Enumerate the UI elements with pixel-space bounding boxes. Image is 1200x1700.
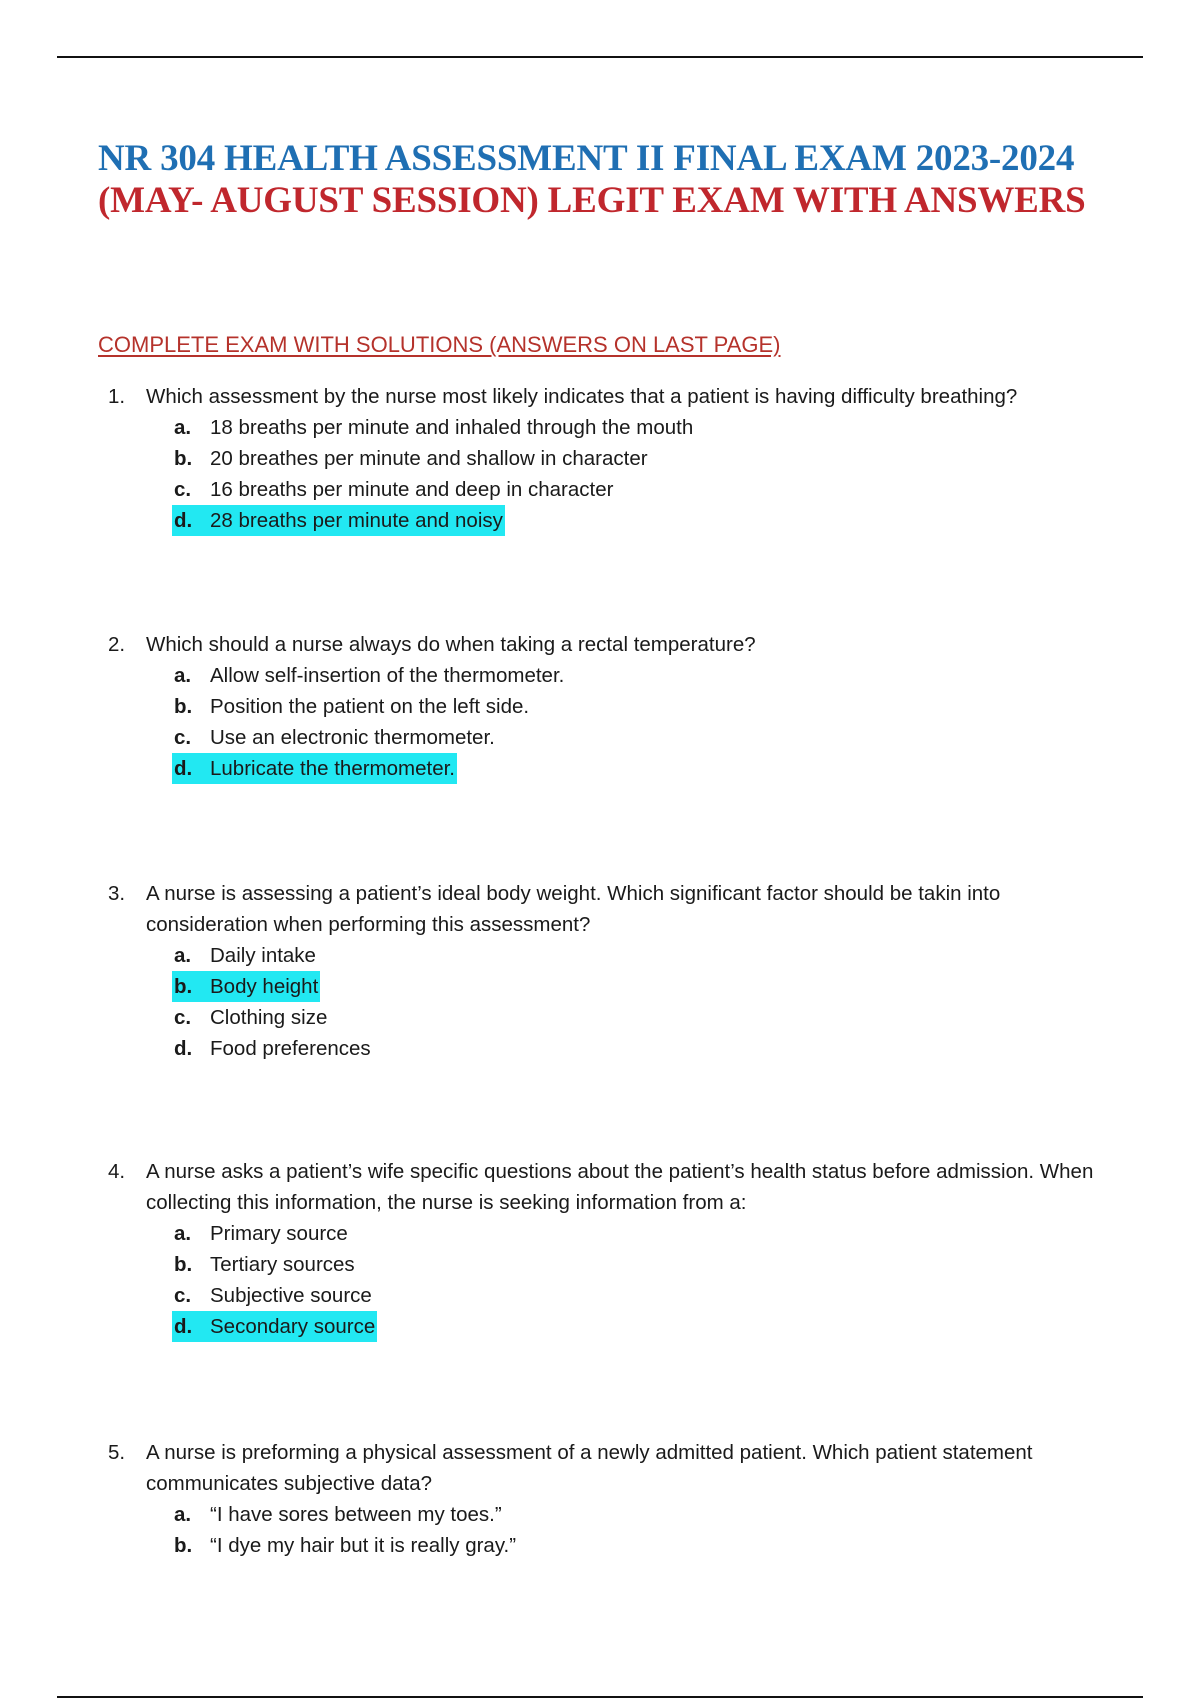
option-content xyxy=(172,1311,377,1342)
option-content xyxy=(172,474,615,505)
option-letter: a. xyxy=(174,1222,192,1245)
option-content xyxy=(172,753,457,784)
question-text: A nurse is assessing a patient’s ideal body weight. Which significant factor should be takin into consideration when performing this assessment? xyxy=(146,882,1001,936)
answer-option xyxy=(172,1249,1118,1280)
option-letter: b. xyxy=(174,695,193,718)
option-letter: d. xyxy=(174,757,193,780)
answer-option xyxy=(172,940,1118,971)
option-content xyxy=(172,691,531,722)
option-text: 20 breathes per minute and shallow in character xyxy=(210,447,648,470)
option-text: 16 breaths per minute and deep in character xyxy=(210,478,614,501)
question-1 xyxy=(108,381,1118,536)
option-content xyxy=(172,660,566,691)
option-text: Position the patient on the left side. xyxy=(210,695,530,718)
option-content xyxy=(172,1033,373,1064)
option-letter: b. xyxy=(174,1534,193,1557)
option-text: Secondary source xyxy=(210,1315,376,1338)
option-content xyxy=(172,722,497,753)
question-stem xyxy=(108,381,1118,412)
option-letter: b. xyxy=(174,447,193,470)
option-text: Primary source xyxy=(210,1222,348,1245)
option-content xyxy=(172,1530,518,1561)
answer-option-highlighted xyxy=(172,971,1118,1002)
top-rule xyxy=(57,56,1143,58)
option-content xyxy=(172,1218,350,1249)
question-text: Which should a nurse always do when taking a rectal temperature? xyxy=(146,633,756,656)
option-letter: d. xyxy=(174,509,193,532)
answer-option-highlighted xyxy=(172,753,1118,784)
answer-option xyxy=(172,443,1118,474)
answer-option xyxy=(172,1002,1118,1033)
answer-option xyxy=(172,1033,1118,1064)
title-line-1: NR 304 HEALTH ASSESSMENT II FINAL EXAM 2023-2024 xyxy=(98,138,1075,179)
option-content xyxy=(172,1249,357,1280)
question-stem xyxy=(108,878,1118,940)
question-5 xyxy=(108,1437,1118,1561)
question-number: 1. xyxy=(108,385,126,408)
option-letter: a. xyxy=(174,944,192,967)
title-line-2: (MAY- AUGUST SESSION) LEGIT EXAM WITH ANSWERS xyxy=(98,180,1086,221)
option-content xyxy=(172,443,650,474)
answer-options xyxy=(108,940,1118,1064)
option-letter: b. xyxy=(174,1253,193,1276)
option-letter: a. xyxy=(174,416,192,439)
option-letter: a. xyxy=(174,664,192,687)
question-stem xyxy=(108,629,1118,660)
option-content xyxy=(172,971,320,1002)
answer-option xyxy=(172,1280,1118,1311)
answer-option xyxy=(172,691,1118,722)
question-number: 2. xyxy=(108,633,126,656)
option-text: 18 breaths per minute and inhaled through the mouth xyxy=(210,416,694,439)
option-content xyxy=(172,505,505,536)
answer-options xyxy=(108,1499,1118,1561)
question-text: A nurse is preforming a physical assessment of a newly admitted patient. Which patient statement communicates subjective data? xyxy=(146,1441,1033,1495)
option-letter: a. xyxy=(174,1503,192,1526)
option-letter: c. xyxy=(174,478,192,501)
option-text: Food preferences xyxy=(210,1037,371,1060)
option-text: Daily intake xyxy=(210,944,316,967)
question-number: 5. xyxy=(108,1441,126,1464)
answer-option-highlighted xyxy=(172,505,1118,536)
option-text: “I have sores between my toes.” xyxy=(210,1503,502,1526)
question-number: 3. xyxy=(108,882,126,905)
option-text: Allow self-insertion of the thermometer. xyxy=(210,664,565,687)
section-subheading: COMPLETE EXAM WITH SOLUTIONS (ANSWERS ON LAST PAGE) xyxy=(98,332,781,357)
option-content xyxy=(172,1499,504,1530)
question-stem xyxy=(108,1437,1118,1499)
option-letter: d. xyxy=(174,1037,193,1060)
answer-option xyxy=(172,474,1118,505)
option-letter: b. xyxy=(174,975,193,998)
option-content xyxy=(172,940,318,971)
option-text: Body height xyxy=(210,975,319,998)
question-3 xyxy=(108,878,1118,1064)
bottom-rule xyxy=(57,1696,1143,1698)
answer-options xyxy=(108,1218,1118,1342)
question-text: A nurse asks a patient’s wife specific questions about the patient’s health status before admission. When collecting this information, the nurse is seeking information from a: xyxy=(146,1160,1094,1214)
option-content xyxy=(172,412,695,443)
option-text: Clothing size xyxy=(210,1006,328,1029)
exam-title xyxy=(98,138,1158,222)
option-letter: c. xyxy=(174,1284,192,1307)
option-text: 28 breaths per minute and noisy xyxy=(210,509,503,532)
option-text: Subjective source xyxy=(210,1284,372,1307)
answer-option xyxy=(172,722,1118,753)
option-text: “I dye my hair but it is really gray.” xyxy=(210,1534,517,1557)
question-number: 4. xyxy=(108,1160,126,1183)
question-text: Which assessment by the nurse most likely indicates that a patient is having difficulty breathing? xyxy=(146,385,1018,408)
answer-option xyxy=(172,1218,1118,1249)
option-letter: c. xyxy=(174,726,192,749)
answer-options xyxy=(108,660,1118,784)
option-text: Lubricate the thermometer. xyxy=(210,757,455,780)
answer-option-highlighted xyxy=(172,1311,1118,1342)
answer-options xyxy=(108,412,1118,536)
option-content xyxy=(172,1002,329,1033)
question-2 xyxy=(108,629,1118,784)
answer-option xyxy=(172,1499,1118,1530)
answer-option xyxy=(172,1530,1118,1561)
option-content xyxy=(172,1280,374,1311)
answer-option xyxy=(172,412,1118,443)
option-text: Tertiary sources xyxy=(210,1253,355,1276)
question-stem xyxy=(108,1156,1118,1218)
question-4 xyxy=(108,1156,1118,1342)
option-text: Use an electronic thermometer. xyxy=(210,726,495,749)
option-letter: c. xyxy=(174,1006,192,1029)
answer-option xyxy=(172,660,1118,691)
option-letter: d. xyxy=(174,1315,193,1338)
